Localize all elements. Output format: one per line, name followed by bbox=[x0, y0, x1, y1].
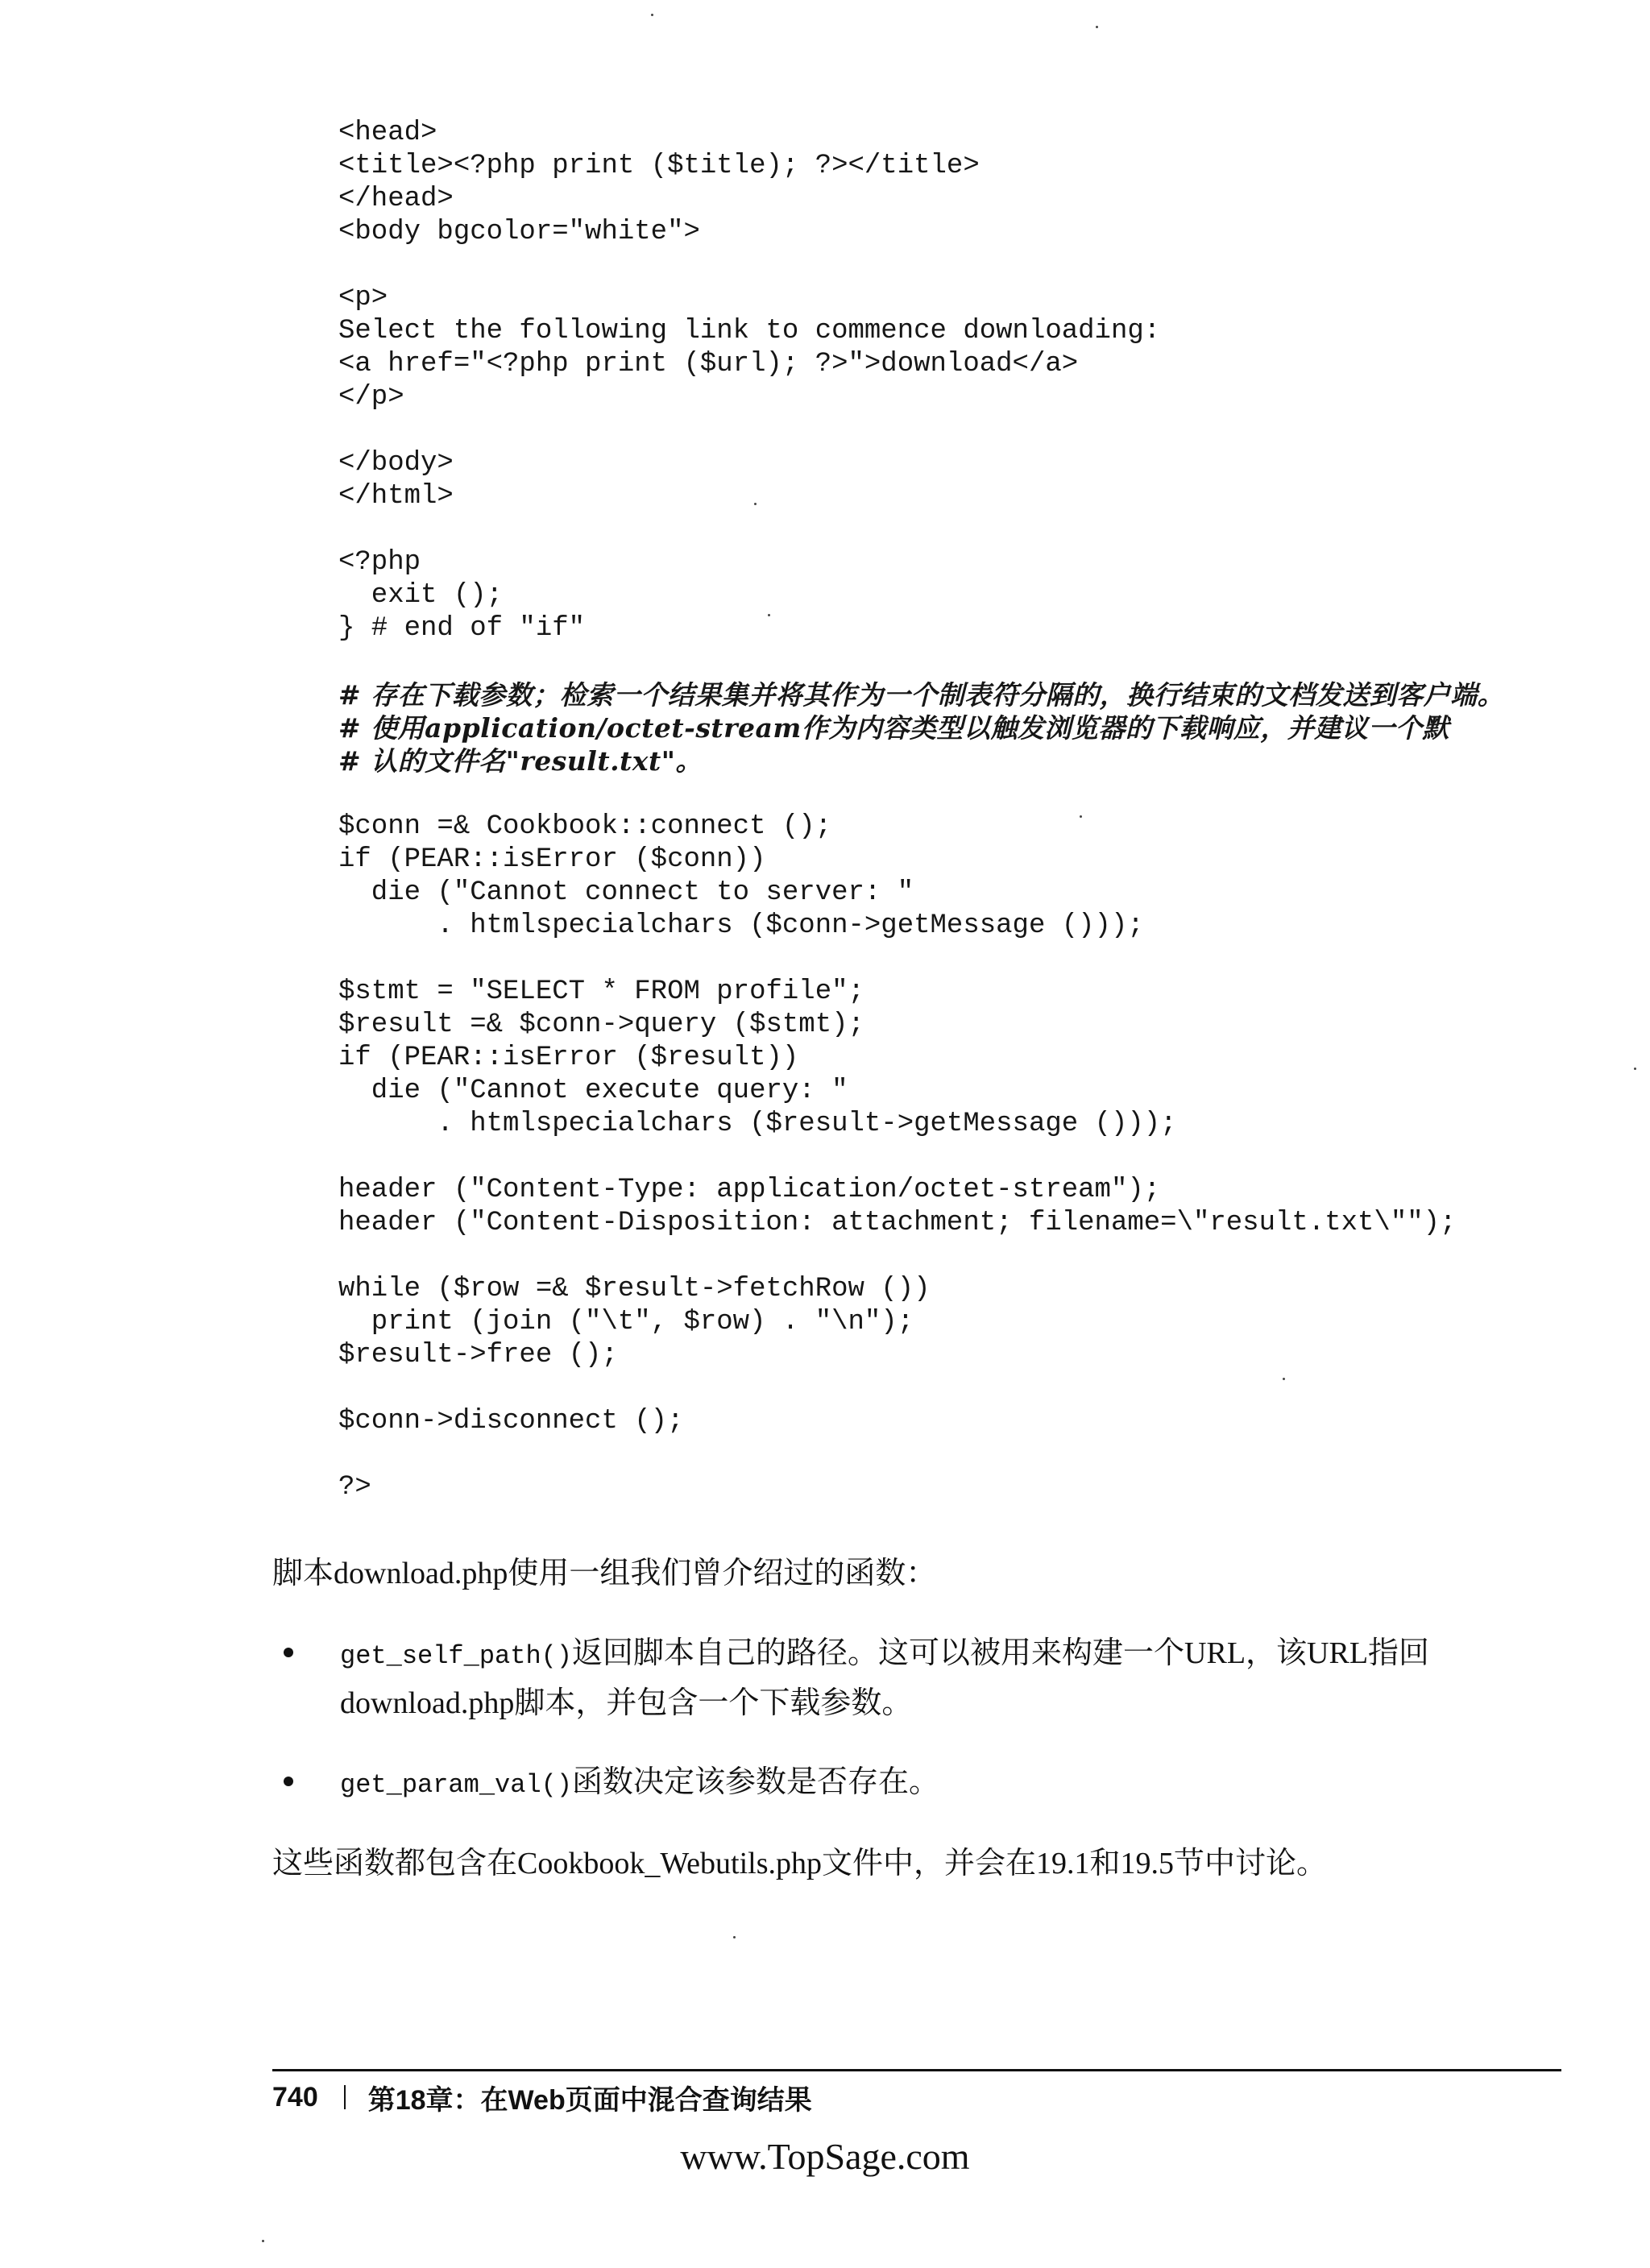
code-line: if (PEAR::isError ($conn)) bbox=[338, 844, 766, 875]
list-item bbox=[272, 1759, 1561, 1809]
code-line: while ($row =& $result->fetchRow ()) bbox=[338, 1274, 931, 1304]
function-name: get_param_val() bbox=[340, 1770, 573, 1800]
code-comment-line: # 认的文件名"result.txt"。 bbox=[338, 745, 703, 777]
code-line: } # end of "if" bbox=[338, 613, 586, 644]
footer-rule bbox=[272, 2069, 1561, 2071]
scan-speck bbox=[733, 1936, 736, 1938]
code-line: $result =& $conn->query ($stmt); bbox=[338, 1010, 864, 1040]
code-line: <title><?php print ($title); ?></title> bbox=[338, 151, 980, 181]
list-item-text: 返回脚本自己的路径。这可以被用来构建一个URL，该URL指回download.php脚本，并包含一个下载参数。 bbox=[340, 1636, 1430, 1720]
code-line bbox=[338, 1438, 1595, 1471]
code-line bbox=[338, 1240, 1595, 1273]
code-line: <a href="<?php print ($url); ?>">download</a> bbox=[338, 349, 1079, 379]
closing-paragraph: 这些函数都包含在Cookbook_Webutils.php文件中，并会在19.1和19.5节中讨论。 bbox=[272, 1847, 1327, 1880]
bullet-icon bbox=[284, 1777, 293, 1786]
code-comment-line: # 存在下载参数；检索一个结果集并将其作为一个制表符分隔的，换行结束的文档发送到客户端。 bbox=[338, 679, 1505, 711]
code-line bbox=[338, 414, 1595, 447]
intro-paragraph: 脚本download.php使用一组我们曾介绍过的函数： bbox=[272, 1557, 937, 1590]
code-line: </p> bbox=[338, 382, 404, 413]
function-list bbox=[272, 1630, 1561, 1809]
scan-speck bbox=[754, 503, 757, 505]
chapter-title: 第18章：在Web页面中混合查询结果 bbox=[367, 2084, 812, 2116]
scan-speck bbox=[1283, 1378, 1285, 1380]
list-item-text: 函数决定该参数是否存在。 bbox=[572, 1765, 940, 1799]
code-line: if (PEAR::isError ($result)) bbox=[338, 1043, 799, 1073]
code-line bbox=[338, 1372, 1595, 1405]
scan-speck bbox=[1096, 26, 1098, 28]
bullet-icon bbox=[284, 1648, 293, 1657]
code-line: header ("Content-Disposition: attachment; filename=\"result.txt\""); bbox=[338, 1208, 1457, 1238]
code-line: <head> bbox=[338, 118, 437, 148]
scan-speck bbox=[1634, 1068, 1636, 1070]
scan-speck bbox=[1080, 815, 1082, 818]
code-listing bbox=[338, 117, 1595, 1504]
code-line: <p> bbox=[338, 283, 388, 313]
code-line: print (join ("\t", $row) . "\n"); bbox=[338, 1307, 914, 1337]
code-line: $conn =& Cookbook::connect (); bbox=[338, 811, 832, 842]
code-line: die ("Cannot execute query: " bbox=[338, 1076, 848, 1106]
body-text bbox=[272, 1551, 1561, 1886]
code-line bbox=[338, 249, 1595, 282]
code-line: Select the following link to commence downloading: bbox=[338, 316, 1161, 346]
code-line: . htmlspecialchars ($result->getMessage ())); bbox=[338, 1109, 1177, 1139]
list-item bbox=[272, 1630, 1561, 1727]
site-url: www.TopSage.com bbox=[680, 2136, 970, 2177]
footer-separator bbox=[344, 2085, 346, 2109]
code-line: <?php bbox=[338, 547, 421, 578]
code-line bbox=[338, 777, 1595, 811]
code-line bbox=[338, 943, 1595, 976]
code-line: $result->free (); bbox=[338, 1340, 618, 1370]
function-name: get_self_path() bbox=[340, 1641, 573, 1671]
scan-speck bbox=[262, 2240, 264, 2242]
code-line: </body> bbox=[338, 448, 454, 479]
page-footer bbox=[272, 2077, 812, 2117]
scan-speck bbox=[651, 14, 653, 16]
code-line: die ("Cannot connect to server: " bbox=[338, 877, 914, 908]
page-number: 740 bbox=[272, 2081, 318, 2113]
code-line bbox=[338, 1141, 1595, 1174]
code-line: header ("Content-Type: application/octet-stream"); bbox=[338, 1175, 1161, 1205]
code-line: ?> bbox=[338, 1472, 371, 1503]
code-line: exit (); bbox=[338, 580, 504, 611]
scan-speck bbox=[768, 614, 770, 616]
code-comment-line: # 使用application/octet-stream作为内容类型以触发浏览器的下载响应，并建议一个默 bbox=[338, 712, 1449, 744]
code-line: </head> bbox=[338, 184, 454, 214]
code-line: . htmlspecialchars ($conn->getMessage ())); bbox=[338, 910, 1144, 941]
code-line: </html> bbox=[338, 481, 454, 512]
code-line: $conn->disconnect (); bbox=[338, 1406, 684, 1437]
code-line: $stmt = "SELECT * FROM profile"; bbox=[338, 976, 864, 1007]
code-line: <body bgcolor="white"> bbox=[338, 217, 700, 247]
code-line bbox=[338, 645, 1595, 678]
code-line bbox=[338, 513, 1595, 546]
